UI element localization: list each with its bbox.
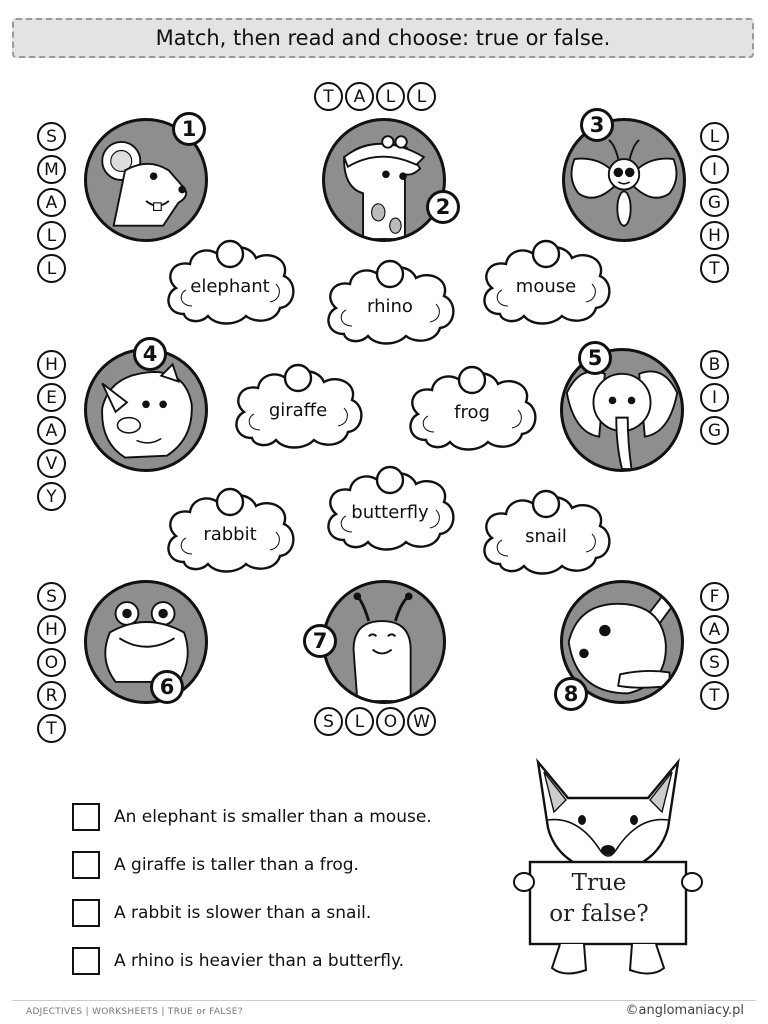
letter-circle: A	[345, 82, 374, 111]
letter-circle: G	[700, 188, 729, 217]
word-heavy	[37, 350, 66, 511]
sign-text	[530, 868, 668, 930]
letter-circle: S	[314, 707, 343, 736]
word-cloud	[478, 486, 614, 578]
word-cloud	[230, 360, 366, 452]
letter-circle: S	[37, 122, 66, 151]
letter-circle: T	[700, 254, 729, 283]
letter-circle: S	[37, 582, 66, 611]
cloud-word: butterfly	[351, 502, 429, 523]
letter-circle: G	[700, 416, 729, 445]
number-badge: 7	[303, 624, 337, 658]
statement-list	[72, 800, 432, 992]
letter-circle: L	[376, 82, 405, 111]
word-slow	[314, 707, 436, 736]
letter-circle: S	[700, 648, 729, 677]
letter-circle: L	[345, 707, 374, 736]
snail-picture	[322, 580, 446, 704]
number-badge: 5	[578, 341, 612, 375]
statement-row	[72, 848, 432, 882]
butterfly-picture	[562, 118, 686, 242]
letter-circle: V	[37, 449, 66, 478]
cloud-word: mouse	[515, 276, 577, 297]
letter-circle: O	[37, 648, 66, 677]
footer-divider	[12, 1000, 756, 1001]
statement-text: An elephant is smaller than a mouse.	[114, 807, 432, 827]
letter-circle: E	[37, 383, 66, 412]
cloud-word: rabbit	[203, 524, 257, 545]
number-badge: 8	[554, 677, 588, 711]
letter-circle: A	[37, 416, 66, 445]
frog-picture	[84, 580, 208, 704]
statement-row	[72, 896, 432, 930]
letter-circle: I	[700, 155, 729, 184]
letter-circle: H	[37, 615, 66, 644]
sign-line-2: or false?	[549, 901, 649, 927]
worksheet-title: Match, then read and choose: true or false.	[12, 18, 754, 58]
number-badge: 4	[133, 337, 167, 371]
letter-circle: T	[37, 714, 66, 743]
cloud-word: elephant	[190, 276, 270, 297]
letter-circle: F	[700, 582, 729, 611]
word-fast	[700, 582, 729, 710]
letter-circle: A	[37, 188, 66, 217]
word-short	[37, 582, 66, 743]
letter-circle: W	[407, 707, 436, 736]
statement-text: A rhino is heavier than a butterfly.	[114, 951, 405, 971]
cloud-word: rhino	[367, 296, 413, 317]
giraffe-picture	[322, 118, 446, 242]
letter-circle: M	[37, 155, 66, 184]
statement-text: A rabbit is slower than a snail.	[114, 903, 372, 923]
letter-circle: L	[37, 221, 66, 250]
letter-circle: H	[700, 221, 729, 250]
footer-copyright[interactable]: ©anglomaniacy.pl	[625, 1003, 744, 1018]
footer-category: ADJECTIVES | WORKSHEETS | TRUE or FALSE?	[26, 1007, 243, 1017]
letter-circle: R	[37, 681, 66, 710]
word-tall	[314, 82, 436, 111]
answer-checkbox[interactable]	[72, 851, 100, 879]
number-badge: 3	[580, 108, 614, 142]
statement-row	[72, 800, 432, 834]
letter-circle: A	[700, 615, 729, 644]
elephant-picture	[560, 348, 684, 472]
word-cloud	[322, 256, 458, 348]
word-cloud	[162, 484, 298, 576]
word-light	[700, 122, 729, 283]
statement-text: A giraffe is taller than a frog.	[114, 855, 359, 875]
letter-circle: B	[700, 350, 729, 379]
letter-circle: L	[700, 122, 729, 151]
word-big	[700, 350, 729, 445]
letter-circle: Y	[37, 482, 66, 511]
letter-circle: T	[314, 82, 343, 111]
letter-circle: T	[700, 681, 729, 710]
sign-line-1: True	[571, 870, 627, 896]
cloud-word: giraffe	[268, 400, 328, 421]
word-cloud	[478, 236, 614, 328]
statement-row	[72, 944, 432, 978]
letter-circle: H	[37, 350, 66, 379]
answer-checkbox[interactable]	[72, 899, 100, 927]
letter-circle: O	[376, 707, 405, 736]
word-cloud	[322, 462, 458, 554]
letter-circle: I	[700, 383, 729, 412]
answer-checkbox[interactable]	[72, 947, 100, 975]
number-badge: 2	[426, 190, 460, 224]
number-badge: 6	[150, 670, 184, 704]
letter-circle: L	[37, 254, 66, 283]
word-small	[37, 122, 66, 283]
answer-checkbox[interactable]	[72, 803, 100, 831]
number-badge: 1	[172, 112, 206, 146]
cloud-word: snail	[525, 526, 567, 547]
word-cloud	[162, 236, 298, 328]
word-cloud	[404, 362, 540, 454]
cloud-word: frog	[454, 402, 490, 423]
letter-circle: L	[407, 82, 436, 111]
